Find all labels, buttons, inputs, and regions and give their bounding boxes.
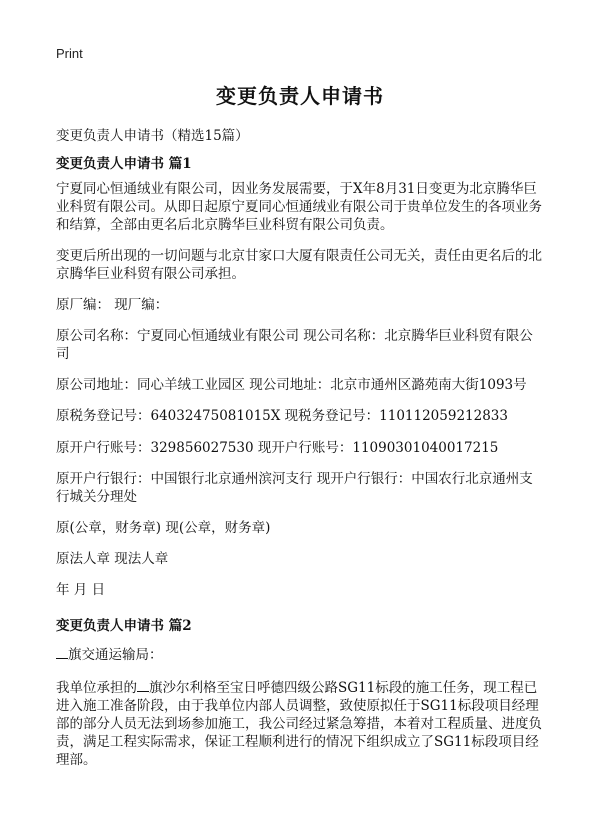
- section-1-paragraph-3: 原厂编： 现厂编：: [56, 297, 169, 313]
- blank-underline: [137, 690, 149, 692]
- section-2-addressee: [56, 646, 546, 664]
- section-2-paragraph-1: [56, 679, 546, 769]
- section-2-heading: 变更负责人申请书 篇2: [56, 618, 192, 634]
- section-1-paragraph-10: 原法人章 现法人章: [56, 551, 169, 567]
- section-1-paragraph-8: 原开户行银行：中国银行北京通州滨河支行 现开户行银行：中国农行北京通州支行城关分理处: [56, 471, 533, 505]
- section-1-paragraph-4: 原公司名称：宁夏同心恒通绒业有限公司 现公司名称：北京腾华巨业科贸有限公司: [56, 328, 533, 362]
- section-1-paragraph-2: 变更后所出现的一切问题与北京甘家口大厦有限责任公司无关，责任由更名后的北京腾华巨业科贸有限公司承担。: [56, 248, 542, 282]
- document-subtitle: 变更负责人申请书（精选15篇）: [56, 128, 249, 144]
- section-1-paragraph-7: 原开户行账号：329856027530 现开户行账号：11090301040017215: [56, 440, 499, 456]
- section-1-paragraph-5: 原公司地址：同心羊绒工业园区 现公司地址：北京市通州区潞苑南大街1093号: [56, 377, 527, 393]
- section-2-addressee-text: 旗交通运输局：: [68, 647, 163, 663]
- section-1-paragraph-6: 原税务登记号：64032475081015X 现税务登记号：110112059212833: [56, 408, 508, 424]
- section-2-paragraph-prefix: 我单位承担的: [56, 680, 137, 696]
- blank-underline: [56, 657, 68, 659]
- section-1-paragraph-11: 年 月 日: [56, 582, 106, 598]
- page-title: 变更负责人申请书: [216, 84, 384, 108]
- print-label: Print: [56, 46, 83, 61]
- section-2-paragraph-text: 旗沙尔利格至宝日呼德四级公路SG11标段的施工任务，现工程已进入施工准备阶段，由于我单位内部人员调整，致使原拟任于SG11标段项目经理部的部分人员无法到场参加施工，我公司经过紧急筹措，本着对工程质量、进度负责，满足工程实际需求，保证工程顺利进行的情况下组织成立了SG11标段项目经理部。: [56, 680, 542, 768]
- section-1-heading: 变更负责人申请书 篇1: [56, 156, 192, 172]
- section-1-paragraph-1: 宁夏同心恒通绒业有限公司，因业务发展需要，于X年8月31日变更为北京腾华巨业科贸有限公司。从即日起原宁夏同心恒通绒业有限公司于贵单位发生的各项业务和结算，全部由更名后北京腾华巨业科贸有限公司负责。: [56, 181, 542, 233]
- section-1-paragraph-9: 原(公章，财务章) 现(公章，财务章): [56, 520, 271, 536]
